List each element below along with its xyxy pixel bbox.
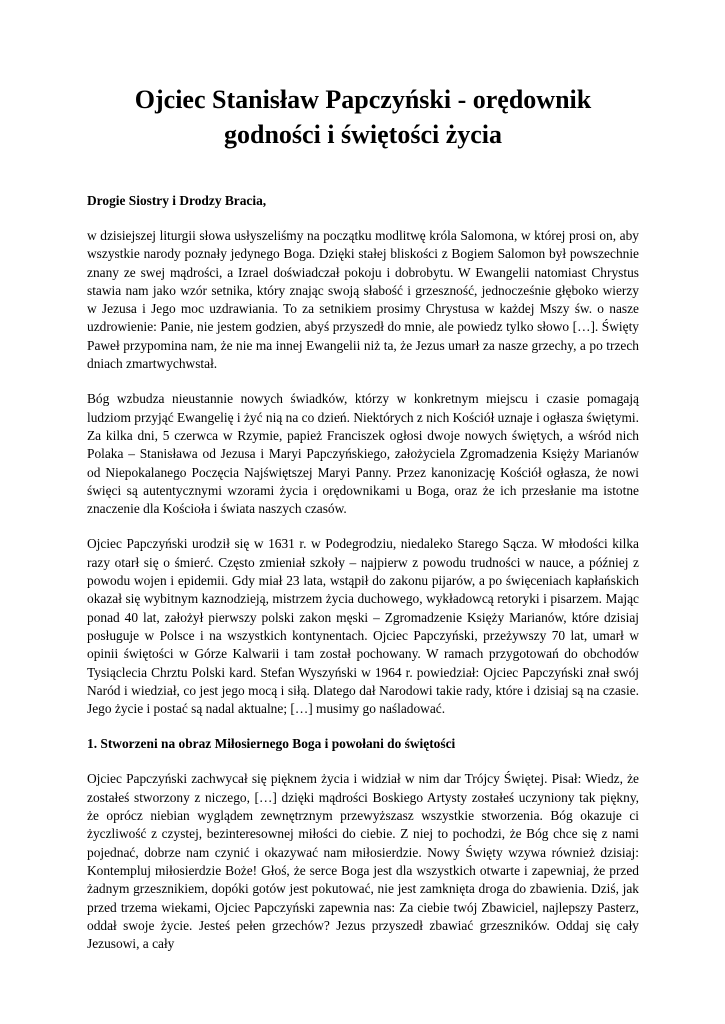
paragraph-witnesses: Bóg wzbudza nieustannie nowych świadków, którzy w konkretnym miejscu i czasie pomagają ludziom przyjąć Ewangelię i żyć nią na co dzień. Niektórych z nich Kościół uznaje i ogłasza świętymi. Za kilka dni, 5 czerwca w Rzymie, papież Franciszek ogłosi dwoje nowych świętych, a wśród nich Polaka – Stanisława od Jezusa i Maryi Papczyńskiego, założyciela Zgromadzenia Księży Marianów od Niepokalanego Poczęcia Najświętszej Maryi Panny. Przez kanonizację Kościół ogłasza, że nowi święci są autentycznymi wzorami życia i orędownikami u Boga, oraz że ich przesłanie ma istotne znaczenie dla Kościoła i świata naszych czasów. xyxy=(87,391,639,517)
section-1-paragraph: Ojciec Papczyński zachwycał się pięknem życia i widział w nim dar Trójcy Świętej. Pisał: Wiedz, że zostałeś stworzony z niczego, […] dzięki mądrości Boskiego Artysty zostałeś uczyniony tak piękny, że oprócz niebian wyglądem zewnętrznym przewyższasz wszystkie stworzenia. Bóg okazuje ci życzliwość z czystej, bezinteresownej miłości do ciebie. Z niej to pochodzi, że Bóg chce się z nami pojednać, dobrze nam czynić i okazywać nam miłosierdzie. Nowy Święty wzywa również dzisiaj: Kontempluj miłosierdzie Boże! Głoś, że serce Boga jest dla wszystkich otwarte i zapewniaj, że przed żadnym grzesznikiem, dopóki gotów jest pokutować, nie jest zamknięta droga do zbawienia. Dziś, jak przed trzema wiekami, Ojciec Papczyński zapewnia nas: Za ciebie twój Zbawiciel, najlepszy Pasterz, oddał swoje życie. Jesteś pełen grzechów? Jezus przyszedł zbawiać grzeszników. Oddaj się cały Jezusowi, a cały xyxy=(87,771,639,952)
paragraph-intro: w dzisiejszej liturgii słowa usłyszeliśmy na początku modlitwę króla Salomona, w której prosi on, aby wszystkie narody poznały jedynego Boga. Dzięki stałej bliskości z Bogiem Salomon był powszechnie znany ze swej mądrości, a Izrael doświadczał pokoju i dobrobytu. W Ewangelii natomiast Chrystus stawia nam jako wzór setnika, który znając swoją słabość i grzeszność, jednocześnie głęboko wierzy w Jezusa i Jego moc uzdrawiania. To za setnikiem prosimy Chrystusa w każdej Mszy św. o nasze uzdrowienie: Panie, nie jestem godzien, abyś przyszedł do mnie, ale powiedz tylko słowo […]. Święty Paweł przypomina nam, że nie ma innej Ewangelii niż ta, że Jezus umarł za nasze grzechy, a po trzech dniach zmartwychwstał. xyxy=(87,228,639,372)
salutation: Drogie Siostry i Drodzy Bracia, xyxy=(87,193,267,208)
document-page xyxy=(87,82,639,953)
section-1-heading: 1. Stworzeni na obraz Miłosiernego Boga i powołani do świętości xyxy=(87,736,456,752)
title-line-1: Ojciec Stanisław Papczyński - orędownik xyxy=(134,85,592,114)
paragraph-biography: Ojciec Papczyński urodził się w 1631 r. w Podegrodziu, niedaleko Starego Sącza. W młodości kilka razy otarł się o śmierć. Często zmieniał szkoły – najpierw z powodu trudności w nauce, a później z powodu wojen i epidemii. Gdy miał 23 lata, wstąpił do zakonu pijarów, a po święceniach kapłańskich okazał się wybitnym kaznodzieją, mistrzem życia duchowego, wykładowcą retoryki i pisarzem. Mając ponad 40 lat, założył pierwszy polski zakon męski – Zgromadzenie Księży Marianów, które dzisiaj posługuje w Polsce i na wszystkich kontynentach. Ojciec Papczyński, przeżywszy 70 lat, umarł w opinii świętości w Górze Kalwarii i tam został pochowany. W ramach przygotowań do obchodów Tysiąclecia Chrztu Polski kard. Stefan Wyszyński w 1964 r. powiedział: Ojciec Papczyński znał swój Naród i wiedział, co jest jego mocą i siłą. Dlatego dał Narodowi takie rady, które i dzisiaj są na czasie. Jego życie i postać są nadal aktualne; […] musimy go naśladować. xyxy=(87,536,639,717)
document-title xyxy=(87,82,639,152)
title-line-2: godności i świętości życia xyxy=(223,120,503,149)
